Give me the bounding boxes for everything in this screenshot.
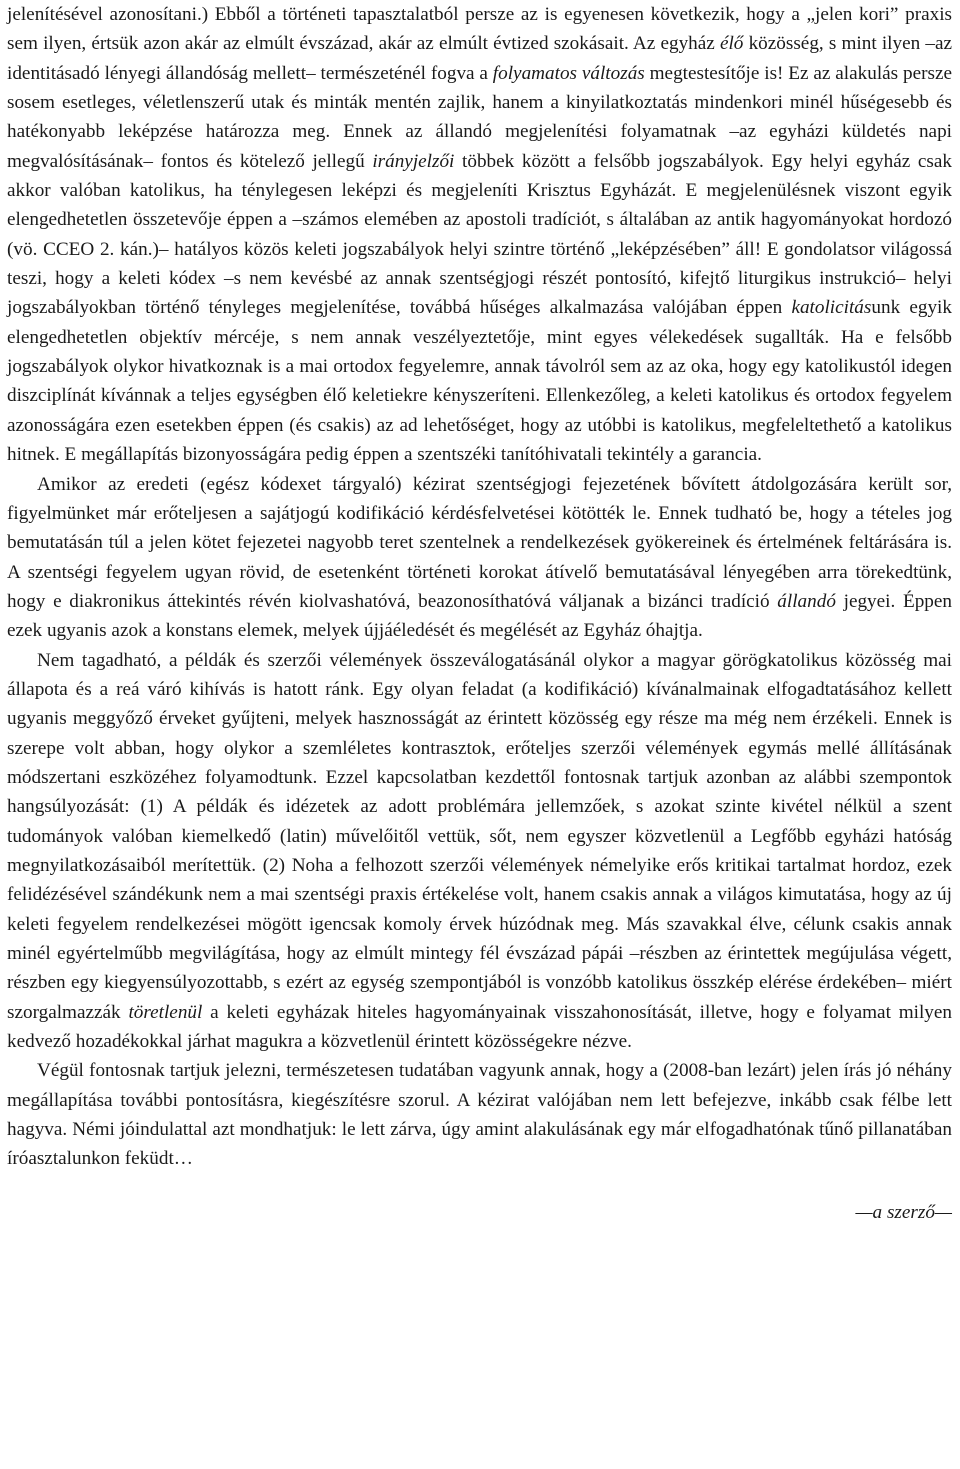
paragraph-3 [7,646,952,1057]
emphasized-text: irányjelzői [372,150,455,172]
paragraph-1 [7,0,952,470]
text-run: a keleti egyházak hiteles hagyományainak visszahonosítását, illetve, hogy e folyamat milyen kedvező hozadékokkal járhat magukra a közvetlenül érintett közösségekre nézve. [7,1001,952,1053]
paragraph-4 [7,1056,952,1173]
text-run: megtestesítője is! Ez az alakulás persze sosem esetleges, véletlenszerű utak és minták mentén zajlik, hanem a kinyilatkoztatás mindenkori minél hűségesebb és hatékonyabb leképzése határozza meg. Ennek az állandó megjelenítési folyamatnak –az egyházi küldetés napi megvalósításának– fontos és kötelező jellegű [7,62,952,172]
emphasized-text: töretlenül [128,1001,203,1023]
text-run: többek között a felsőbb jogszabályok. Egy helyi egyház csak akkor valóban katolikus, ha ténylegesen leképzi és megjeleníti Krisztus Egyházát. E megjelenülésnek viszont egyik elengedhetetlen összetevője éppen a –számos elemében az apostoli tradíciót, s általában az antik hagyományokat hordozó (vö. CCEO 2. kán.)– hatályos közös keleti jogszabályok helyi szintre történő „leképzésében” áll! E gondolatsor világossá teszi, hogy a keleti kódex –s nem kevésbé az annak szentségjogi részét pontosító, kifejtő liturgikus instrukció– helyi jogszabályokban történő tényleges megjelenítése, továbbá hűséges alkalmazása valójában éppen [7,150,952,319]
text-run: unk egyik elengedhetetlen objektív mércéje, s nem annak veszélyeztetője, mint egyes vélekedések sugallták. Ha e felsőbb jogszabályok olykor hivatkoznak is a mai ortodox fegyelemre, annak távolról sem az az oka, hogy egy katolikustól idegen diszciplínát kívánnak a teljes egységben élő keletiekre kényszeríteni. Ellenkezőleg, a keleti katolikus és ortodox fegyelem azonosságára ezen esetekben éppen (és csakis) az ad lehetőséget, hogy az utóbbi is katolikus, megfeleltethető a katolikus hitnek. E megállapítás bizonyosságára pedig éppen a szentszéki tanítóhivatali tekintély a garancia. [7,297,952,466]
emphasized-text: élő [719,33,744,55]
text-run: jegyei. Éppen ezek ugyanis azok a konstans elemek, melyek újjáéledését és megélését az Egyház óhajtja. [7,590,952,642]
text-run: Nem tagadható, a példák és szerzői vélemények összeválogatásánál olykor a magyar görögkatolikus közösség mai állapota és a reá váró kihívás is hatott ránk. Egy olyan feladat (a kodifikáció) kívánalmainak elfogadtatásához kellett ugyanis meggyőző érveket gyűjteni, melyek hasznosságát az érintett közösség egy része ma még nem érzékeli. Ennek is szerepe volt abban, hogy olykor a szemléletes kontrasztok, erőteljes szerzői vélemények egymás mellé állításának módszertani eszközéhez folyamodtunk. Ezzel kapcsolatban kezdettől fontosnak tartjuk azonban az alábbi szempontok hangsúlyozását: (1) A példák és idézetek az adott problémára jellemzőek, s azokat szinte kivétel nélkül a szent tudományok valóban kiemelkedő (latin) művelőitől vettük, sőt, nem egyszer közvetlenül a Legfőbb egyházi hatóság megnyilatkozásaiból merítettük. (2) Noha a felhozott szerzői vélemények némelyike erős kritikai tartalmat hordoz, ezek felidézésével szándékunk nem a mai szentségi praxis értékelése volt, hanem csakis annak a világos kimutatása, hogy az új keleti fegyelem rendelkezései mögött igencsak komoly érvek húzódnak meg. Más szavakkal élve, célunk csakis annak minél egyértelműbb megvilágítása, hogy az elmúlt mintegy fél évszázad pápái –részben az érintettek megújulása végett, részben egy kiegyensúlyozottabb, s ezért az egység szempontjából is vonzóbb katolikus összkép elérése érdekében– miért szorgalmazzák [7,649,952,1023]
paragraph-2 [7,470,952,646]
text-run: Végül fontosnak tartjuk jelezni, természetesen tudatában vagyunk annak, hogy a (2008-ban lezárt) jelen írás jó néhány megállapítása további pontosításra, kiegészítésre szorul. A kézirat valójában nem lett befejezve, inkább csak félbe lett hagyva. Némi jóindulattal azt mondhatjuk: le lett zárva, úgy amint alakulásának egy már elfogadhatónak tűnő pillanatában íróasztalunkon feküdt… [7,1060,952,1170]
text-run: közösség, s mint ilyen –az identitásadó lényegi állandóság mellett– természeténél fogva a [7,33,952,84]
text-run: Amikor az eredeti (egész kódexet tárgyaló) kézirat szentségjogi fejezetének bővített átdolgozására került sor, figyelmünket már erőteljesen a sajátjogú kodifikáció kérdésfelvetései kötötték le. Ennek tudható be, hogy a tételes jog bemutatásán túl a jelen kötet fejezetei nagyobb teret szentelnek a rendelkezések gyökereinek és értelmének feltárására is. A szentségi fegyelem ugyan rövid, de esetenként történeti korokat átívelő bemutatásával lényegében arra törekedtünk, hogy e diakronikus áttekintés révén kiolvashatóvá, beazonosíthatóvá váljanak a bizánci tradíció [7,473,952,612]
emphasized-text: katolicitás [791,297,872,319]
emphasized-text: állandó [777,590,836,612]
author-signature [7,1198,952,1227]
signature-text: —a szerző— [855,1201,952,1223]
emphasized-text: folyamatos változás [492,62,645,84]
text-run: jelenítésével azonosítani.) Ebből a történeti tapasztalatból persze az is egyenesen következik, hogy a „jelen kori” praxis sem ilyen, értsük azon akár az elmúlt évszázad, akár az elmúlt évtized szokásait. Az egyház [7,4,952,55]
